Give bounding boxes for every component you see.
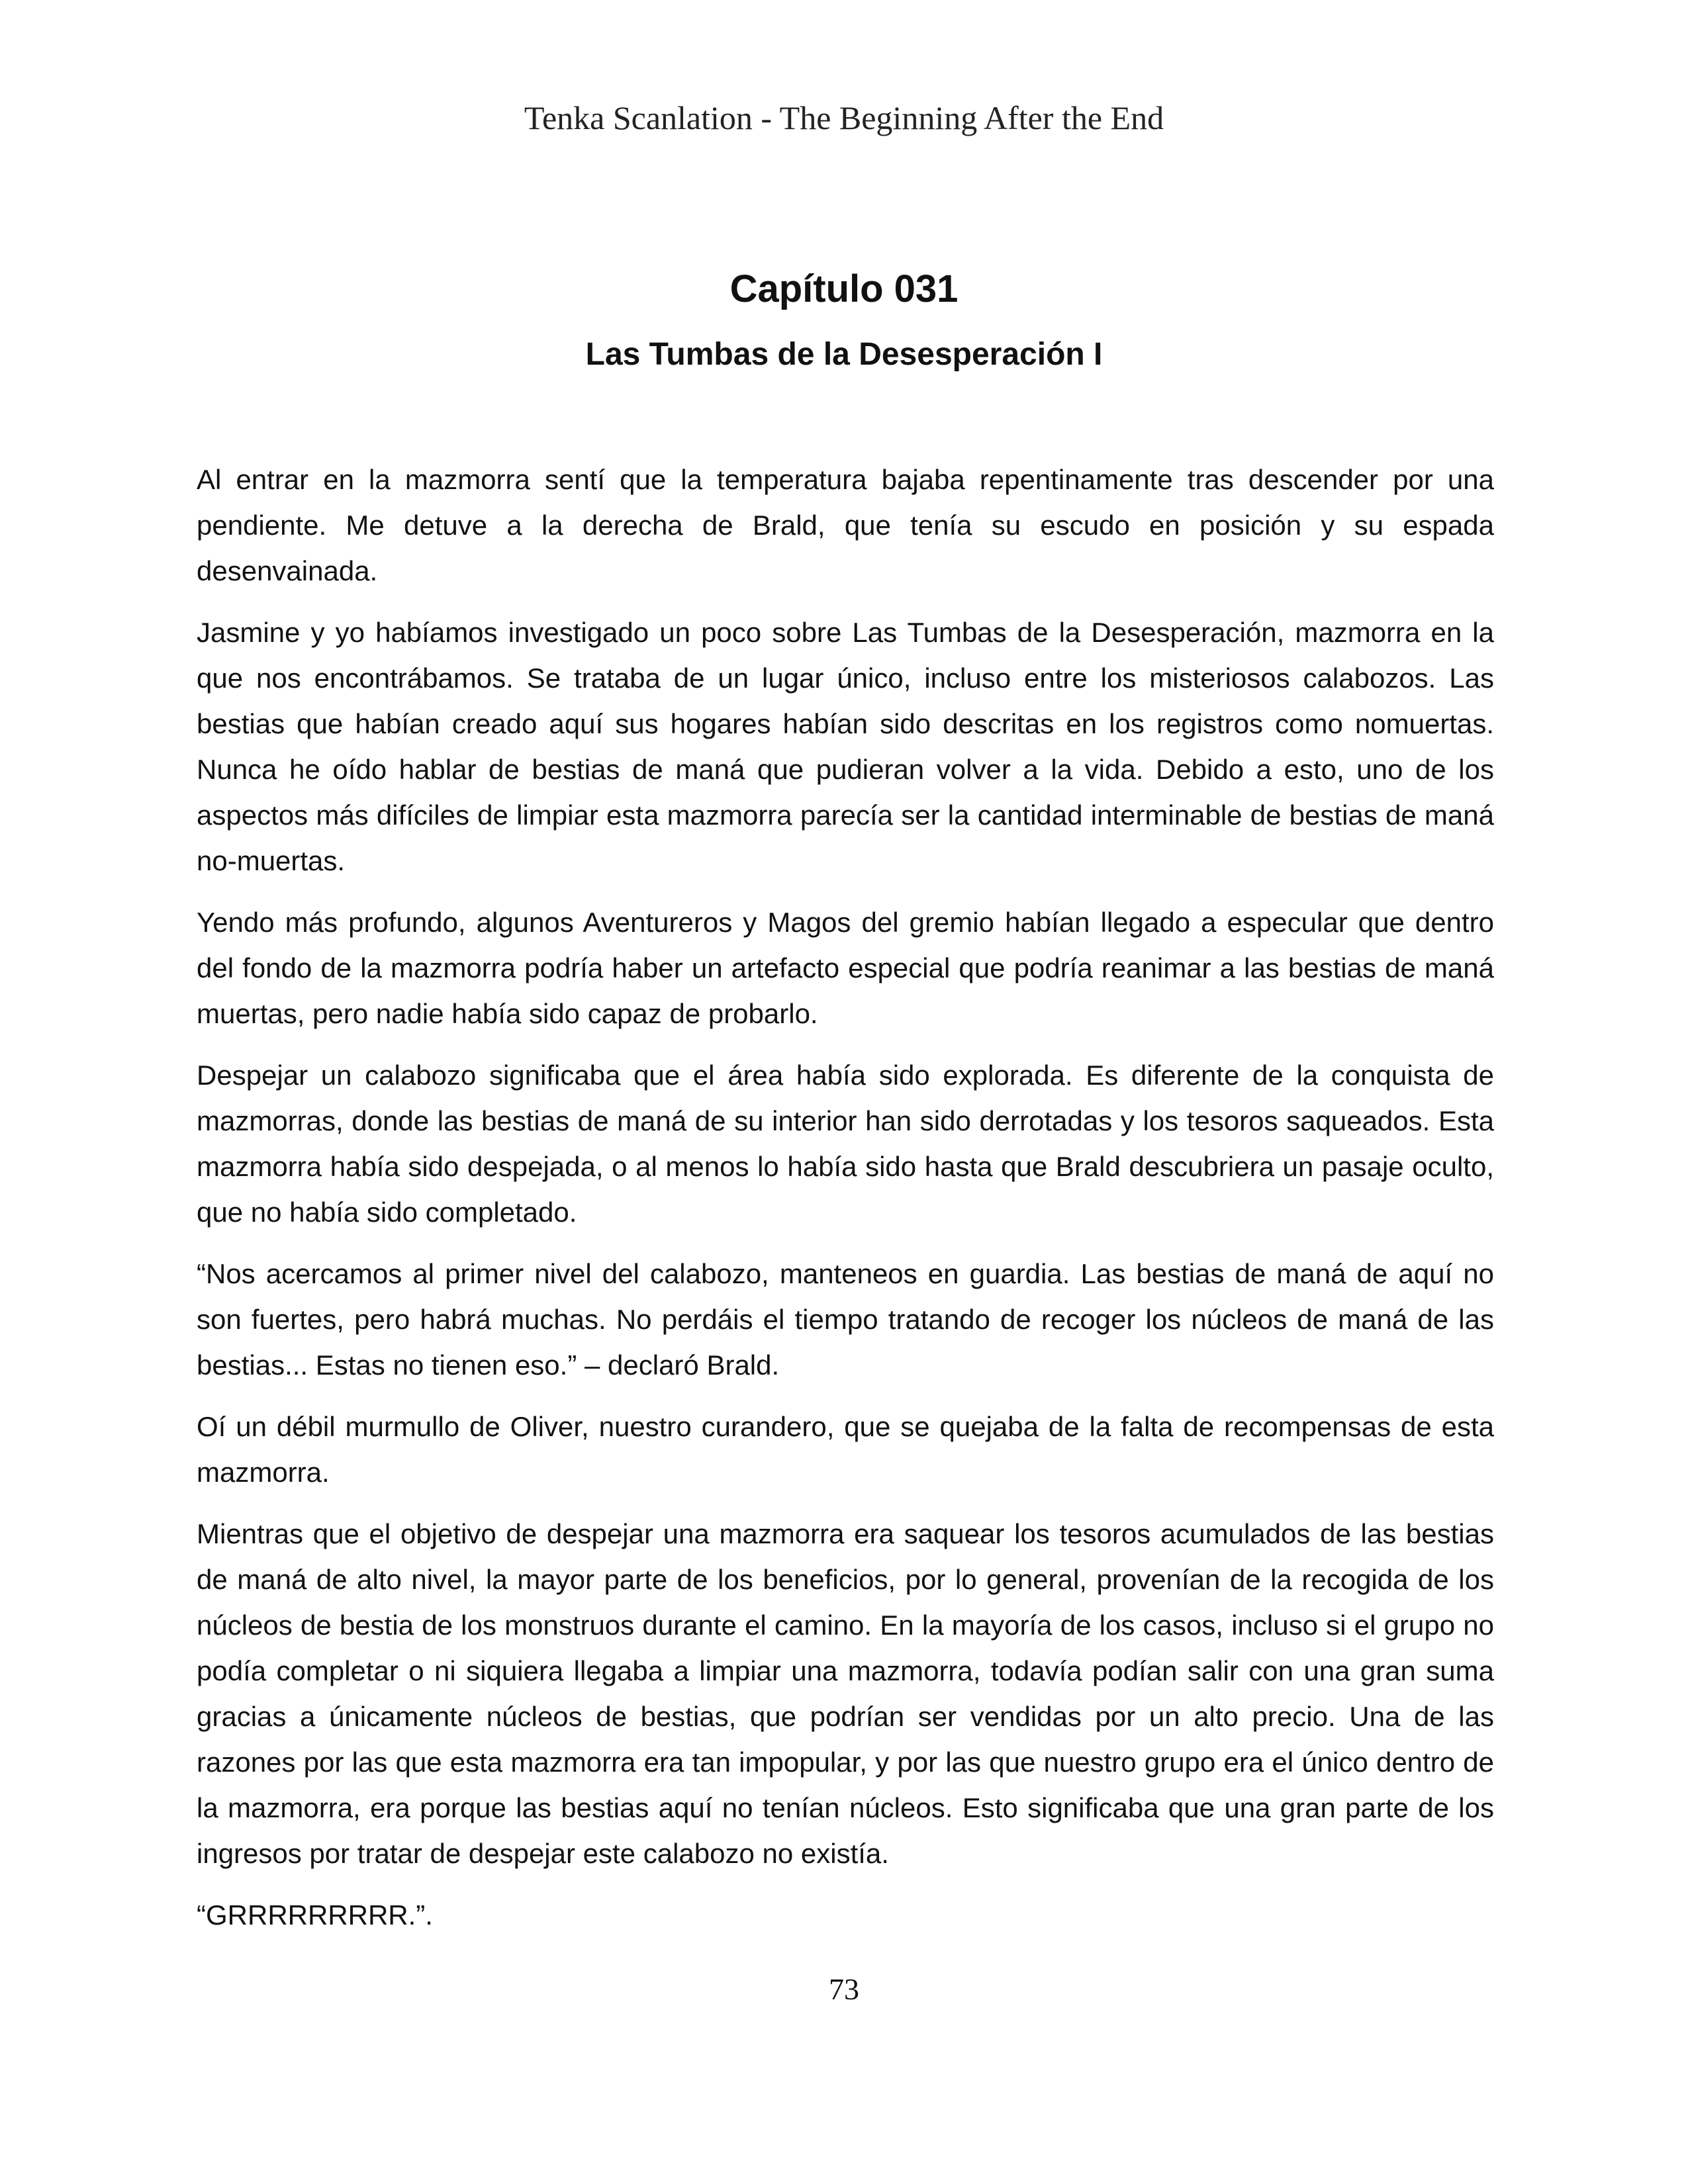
paragraph-5: “Nos acercamos al primer nivel del calabozo, manteneos en guardia. Las bestias de maná de aquí no son fuertes, pero habrá muchas. No perdáis el tiempo tratando de recoger los núcleos de maná de las bestias... Estas no tienen eso.” – declaró Brald.: [197, 1258, 1494, 1381]
paragraph-6: Oí un débil murmullo de Oliver, nuestro curandero, que se quejaba de la falta de recompensas de esta mazmorra.: [197, 1411, 1494, 1488]
paragraph-7: Mientras que el objetivo de despejar una mazmorra era saquear los tesoros acumulados de las bestias de maná de alto nivel, la mayor parte de los beneficios, por lo general, provenían de la recogida de los núcleos de bestia de los monstruos durante el camino. En la mayoría de los casos, incluso si el grupo no podía completar o ni siquiera llegaba a limpiar una mazmorra, todavía podían salir con una gran suma gracias a únicamente núcleos de bestias, que podrían ser vendidas por un alto precio. Una de las razones por las que esta mazmorra era tan impopular, y por las que nuestro grupo era el único dentro de la mazmorra, era porque las bestias aquí no tenían núcleos. Esto significaba que una gran parte de los ingresos por tratar de despejar este calabozo no existía.: [197, 1518, 1494, 1869]
chapter-title: Capítulo 031: [729, 267, 959, 310]
running-header: Tenka Scanlation - The Beginning After the End: [524, 99, 1164, 136]
paragraph-1: Al entrar en la mazmorra sentí que la temperatura bajaba repentinamente tras descender por una pendiente. Me detuve a la derecha de Brald, que tenía su escudo en posición y su espada desenvainada.: [197, 464, 1494, 586]
paragraph-3: Yendo más profundo, algunos Aventureros y Magos del gremio habían llegado a especular que dentro del fondo de la mazmorra podría haber un artefacto especial que podría reanimar a las bestias de maná muertas, pero nadie había sido capaz de probarlo.: [197, 907, 1494, 1029]
paragraph-8: “GRRRRRRRRR.”.: [197, 1899, 433, 1931]
paragraph-4: Despejar un calabozo significaba que el área había sido explorada. Es diferente de la conquista de mazmorras, donde las bestias de maná de su interior han sido derrotadas y los tesoros saqueados. Esta mazmorra había sido despejada, o al menos lo había sido hasta que Brald descubriera un pasaje oculto, que no había sido completado.: [197, 1060, 1494, 1228]
chapter-subtitle: Las Tumbas de la Desesperación I: [585, 337, 1103, 372]
paragraph-2: Jasmine y yo habíamos investigado un poco sobre Las Tumbas de la Desesperación, mazmorra en la que nos encontrábamos. Se trataba de un lugar único, incluso entre los misteriosos calabozos. Las bestias que habían creado aquí sus hogares habían sido descritas en los registros como nomuertas. Nunca he oído hablar de bestias de maná que pudieran volver a la vida. Debido a esto, uno de los aspectos más difíciles de limpiar esta mazmorra parecía ser la cantidad interminable de bestias de maná no-muertas.: [197, 617, 1494, 876]
chapter-body: [197, 457, 1494, 1954]
page-number: 73: [829, 1972, 859, 2006]
